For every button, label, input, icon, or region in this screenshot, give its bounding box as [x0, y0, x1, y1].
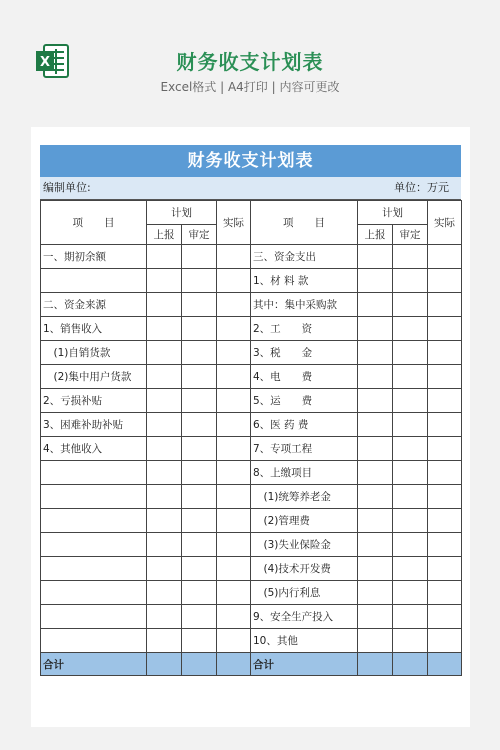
- finance-sheet: [40, 145, 461, 676]
- row-label-right: (3)失业保险金: [251, 533, 358, 557]
- cell[interactable]: [393, 533, 428, 557]
- cell[interactable]: [358, 509, 393, 533]
- row-label-right: 3、税 金: [251, 341, 358, 365]
- header-plan-left: 计划: [147, 201, 217, 225]
- cell[interactable]: [182, 629, 217, 653]
- cell[interactable]: [182, 605, 217, 629]
- row-label-left: 二、资金来源: [41, 293, 147, 317]
- plan-table: [40, 200, 462, 676]
- unit-right-label: 单位：万元: [394, 181, 449, 194]
- cell[interactable]: [393, 269, 428, 293]
- cell[interactable]: [358, 317, 393, 341]
- table-row: [41, 581, 462, 605]
- cell[interactable]: [217, 341, 251, 365]
- cell[interactable]: [182, 653, 217, 676]
- cell[interactable]: [217, 605, 251, 629]
- cell[interactable]: [217, 581, 251, 605]
- cell[interactable]: [428, 581, 462, 605]
- cell[interactable]: [428, 245, 462, 269]
- table-row: [41, 605, 462, 629]
- cell[interactable]: [393, 341, 428, 365]
- row-label-right: 其中：集中采购款: [251, 293, 358, 317]
- cell[interactable]: [358, 653, 393, 676]
- cell[interactable]: [428, 413, 462, 437]
- cell[interactable]: [393, 389, 428, 413]
- cell[interactable]: [428, 341, 462, 365]
- cell[interactable]: [147, 389, 182, 413]
- total-right-label: 合计: [251, 653, 358, 676]
- table-row: [41, 317, 462, 341]
- cell[interactable]: [182, 341, 217, 365]
- cell[interactable]: [393, 581, 428, 605]
- cell[interactable]: [358, 413, 393, 437]
- header-plan-right: 计划: [358, 201, 428, 225]
- cell[interactable]: [147, 293, 182, 317]
- row-label-left: [41, 581, 147, 605]
- total-row: [41, 653, 462, 676]
- cell[interactable]: [393, 605, 428, 629]
- cell[interactable]: [358, 245, 393, 269]
- cell[interactable]: [217, 533, 251, 557]
- cell[interactable]: [217, 653, 251, 676]
- row-label-left: [41, 533, 147, 557]
- cell[interactable]: [182, 317, 217, 341]
- cell[interactable]: [428, 389, 462, 413]
- row-label-right: 10、其他: [251, 629, 358, 653]
- row-label-left: 一、期初余额: [41, 245, 147, 269]
- row-label-left: [41, 485, 147, 509]
- row-label-right: (1)统筹养老金: [251, 485, 358, 509]
- row-label-right: 6、医 药 费: [251, 413, 358, 437]
- cell[interactable]: [358, 437, 393, 461]
- row-label-left: [41, 629, 147, 653]
- cell[interactable]: [428, 269, 462, 293]
- cell[interactable]: [428, 629, 462, 653]
- row-label-right: 9、安全生产投入: [251, 605, 358, 629]
- cell[interactable]: [217, 509, 251, 533]
- row-label-left: 4、其他收入: [41, 437, 147, 461]
- cell[interactable]: [428, 509, 462, 533]
- row-label-right: 1、材 料 款: [251, 269, 358, 293]
- cell[interactable]: [428, 293, 462, 317]
- cell[interactable]: [393, 509, 428, 533]
- unit-left-label: 编制单位:: [43, 181, 91, 194]
- cell[interactable]: [182, 293, 217, 317]
- cell[interactable]: [147, 509, 182, 533]
- row-label-right: 4、电 费: [251, 365, 358, 389]
- cell[interactable]: [147, 269, 182, 293]
- header-item-right: 项 目: [251, 201, 358, 245]
- svg-text:X: X: [39, 55, 51, 70]
- cell[interactable]: [428, 533, 462, 557]
- cell[interactable]: [217, 389, 251, 413]
- cell[interactable]: [147, 629, 182, 653]
- cell[interactable]: [217, 437, 251, 461]
- cell[interactable]: [393, 365, 428, 389]
- row-label-right: 8、上缴项目: [251, 461, 358, 485]
- header-item-left: 项 目: [41, 201, 147, 245]
- page-title: 财务收支计划表: [176, 50, 324, 74]
- cell[interactable]: [147, 533, 182, 557]
- cell[interactable]: [147, 557, 182, 581]
- cell[interactable]: [358, 269, 393, 293]
- cell[interactable]: [358, 293, 393, 317]
- cell[interactable]: [393, 557, 428, 581]
- cell[interactable]: [182, 533, 217, 557]
- table-row: [41, 413, 462, 437]
- row-label-right: 三、资金支出: [251, 245, 358, 269]
- header-report-left: 上报: [147, 225, 182, 245]
- cell[interactable]: [182, 461, 217, 485]
- row-label-left: [41, 269, 147, 293]
- header-approve-left: 审定: [182, 225, 217, 245]
- cell[interactable]: [217, 485, 251, 509]
- total-left-label: 合计: [41, 653, 147, 676]
- cell[interactable]: [217, 461, 251, 485]
- cell[interactable]: [358, 365, 393, 389]
- cell[interactable]: [358, 389, 393, 413]
- cell[interactable]: [358, 485, 393, 509]
- cell[interactable]: [147, 341, 182, 365]
- cell[interactable]: [393, 437, 428, 461]
- cell[interactable]: [393, 461, 428, 485]
- row-label-left: 2、亏损补贴: [41, 389, 147, 413]
- table-row: [41, 509, 462, 533]
- header-actual-right: 实际: [428, 201, 462, 245]
- cell[interactable]: [358, 461, 393, 485]
- cell[interactable]: [428, 365, 462, 389]
- cell[interactable]: [217, 413, 251, 437]
- cell[interactable]: [217, 629, 251, 653]
- row-label-left: [41, 461, 147, 485]
- cell[interactable]: [358, 605, 393, 629]
- cell[interactable]: [182, 557, 217, 581]
- cell[interactable]: [217, 317, 251, 341]
- cell[interactable]: [428, 461, 462, 485]
- header-report-right: 上报: [358, 225, 393, 245]
- cell[interactable]: [358, 341, 393, 365]
- cell[interactable]: [182, 245, 217, 269]
- cell[interactable]: [182, 509, 217, 533]
- row-label-right: (5)内行利息: [251, 581, 358, 605]
- row-label-left: (1)自销货款: [41, 341, 147, 365]
- table-row: [41, 341, 462, 365]
- table-row: [41, 389, 462, 413]
- cell[interactable]: [182, 389, 217, 413]
- cell[interactable]: [182, 485, 217, 509]
- cell[interactable]: [147, 605, 182, 629]
- page-subtitle: Excel格式 | A4打印 | 内容可更改: [160, 80, 340, 94]
- cell[interactable]: [358, 581, 393, 605]
- table-row: [41, 269, 462, 293]
- sheet-title: 财务收支计划表: [40, 145, 461, 177]
- cell[interactable]: [217, 245, 251, 269]
- cell[interactable]: [393, 413, 428, 437]
- cell[interactable]: [147, 437, 182, 461]
- cell[interactable]: [393, 317, 428, 341]
- table-row: [41, 437, 462, 461]
- row-label-right: 5、运 费: [251, 389, 358, 413]
- cell[interactable]: [147, 461, 182, 485]
- row-label-right: (2)管理费: [251, 509, 358, 533]
- table-row: [41, 461, 462, 485]
- cell[interactable]: [428, 653, 462, 676]
- cell[interactable]: [147, 413, 182, 437]
- table-row: [41, 629, 462, 653]
- cell[interactable]: [428, 557, 462, 581]
- cell[interactable]: [182, 437, 217, 461]
- header-actual-left: 实际: [217, 201, 251, 245]
- table-row: [41, 557, 462, 581]
- row-label-left: [41, 605, 147, 629]
- cell[interactable]: [393, 653, 428, 676]
- table-row: [41, 365, 462, 389]
- cell[interactable]: [358, 533, 393, 557]
- table-row: [41, 485, 462, 509]
- cell[interactable]: [393, 485, 428, 509]
- cell[interactable]: [147, 245, 182, 269]
- cell[interactable]: [182, 269, 217, 293]
- cell[interactable]: [393, 293, 428, 317]
- cell[interactable]: [428, 437, 462, 461]
- cell[interactable]: [147, 485, 182, 509]
- row-label-right: 7、专项工程: [251, 437, 358, 461]
- table-row: [41, 293, 462, 317]
- spreadsheet-paper: [31, 127, 470, 727]
- cell[interactable]: [428, 485, 462, 509]
- cell[interactable]: [182, 413, 217, 437]
- cell[interactable]: [428, 317, 462, 341]
- row-label-left: 1、销售收入: [41, 317, 147, 341]
- table-row: [41, 245, 462, 269]
- cell[interactable]: [182, 365, 217, 389]
- header-approve-right: 审定: [393, 225, 428, 245]
- unit-row: [40, 177, 461, 200]
- cell[interactable]: [428, 605, 462, 629]
- cell[interactable]: [393, 245, 428, 269]
- cell[interactable]: [147, 365, 182, 389]
- row-label-right: 2、工 资: [251, 317, 358, 341]
- row-label-left: [41, 509, 147, 533]
- cell[interactable]: [147, 317, 182, 341]
- cell[interactable]: [217, 269, 251, 293]
- cell[interactable]: [147, 581, 182, 605]
- cell[interactable]: [358, 557, 393, 581]
- table-row: [41, 533, 462, 557]
- cell[interactable]: [217, 293, 251, 317]
- row-label-left: 3、困难补助补贴: [41, 413, 147, 437]
- row-label-right: (4)技术开发费: [251, 557, 358, 581]
- cell[interactable]: [147, 653, 182, 676]
- cell[interactable]: [358, 629, 393, 653]
- cell[interactable]: [393, 629, 428, 653]
- row-label-left: [41, 557, 147, 581]
- cell[interactable]: [217, 365, 251, 389]
- cell[interactable]: [217, 557, 251, 581]
- cell[interactable]: [182, 581, 217, 605]
- row-label-left: (2)集中用户货款: [41, 365, 147, 389]
